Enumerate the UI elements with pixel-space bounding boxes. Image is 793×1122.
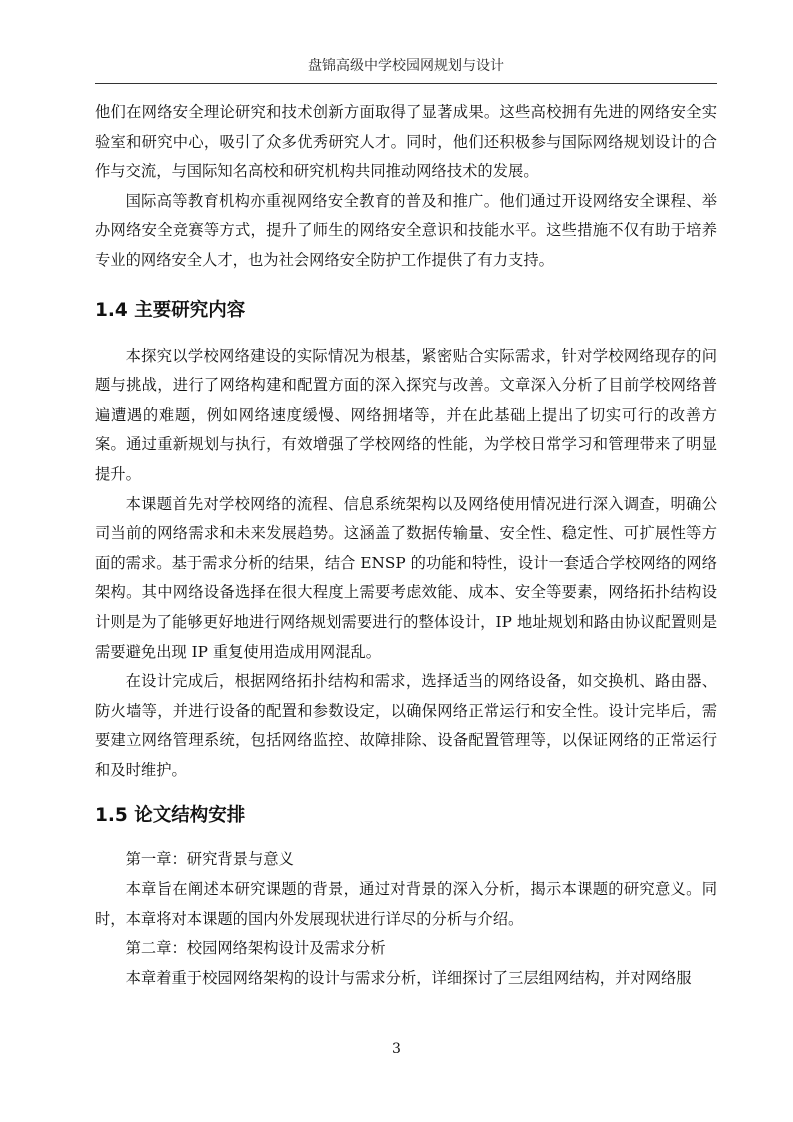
chapter-description-2: 本章着重于校园网络架构的设计与需求分析，详细探讨了三层组网结构，并对网络服 — [125, 968, 692, 987]
section-heading-1-4: 1.4 主要研究内容 — [95, 299, 246, 321]
section-heading-1-5: 1.5 论文结构安排 — [95, 805, 246, 827]
running-header: 盘锦高级中学校园网规划与设计 — [308, 58, 504, 74]
paragraph: 本课题首先对学校网络的流程、信息系统架构以及网络使用情况进行深入调查，明确公司当前的网络需求和未来发展趋势。这涵盖了数据传输量、安全性、稳定性、可扩展性等方面的需求。基于需求分析的结果，结合 ENSP 的功能和特性，设计一套适合学校网络的网络架构。其中网络设备选择在很大程度上需要考虑效能、成本、安全等要素，网络拓扑结构设计则是为了能够更好地进行网络规划需要进行的整体设计，IP 地址规划和路由协议配置则是需要避免出现 IP 重复使用造成用网混乱。 — [95, 494, 717, 661]
continued-paragraph: 他们在网络安全理论研究和技术创新方面取得了显著成果。这些高校拥有先进的网络安全实验室和研究中心，吸引了众多优秀研究人才。同时，他们还积极参与国际网络规划设计的合作与交流，与国际知名高校和研究机构共同推动网络技术的发展。 — [95, 103, 717, 181]
paragraph: 国际高等教育机构亦重视网络安全教育的普及和推广。他们通过开设网络安全课程、举办网络安全竞赛等方式，提升了师生的网络安全意识和技能水平。这些措施不仅有助于培养专业的网络安全人才，也为社会网络安全防护工作提供了有力支持。 — [95, 191, 717, 269]
chapter-title-2: 第二章：校园网络架构设计及需求分析 — [125, 939, 386, 958]
chapter-description-1: 本章旨在阐述本研究课题的背景，通过对背景的深入分析，揭示本课题的研究意义。同时，本章将对本课题的国内外发展现状进行详尽的分析与介绍。 — [95, 880, 717, 928]
header-rule — [95, 83, 717, 84]
page-body — [95, 98, 717, 993]
chapter-title-1: 第一章：研究背景与意义 — [125, 850, 294, 869]
page-number: 3 — [392, 1041, 401, 1057]
paragraph: 在设计完成后，根据网络拓扑结构和需求，选择适当的网络设备，如交换机、路由器、防火墙等，并进行设备的配置和参数设定，以确保网络正常运行和安全性。设计完毕后，需要建立网络管理系统，包括网络监控、故障排除、设备配置管理等，以保证网络的正常运行和及时维护。 — [95, 672, 717, 779]
paragraph: 本探究以学校网络建设的实际情况为根基，紧密贴合实际需求，针对学校网络现存的问题与挑战，进行了网络构建和配置方面的深入探究与改善。文章深入分析了目前学校网络普遍遭遇的难题，例如网络速度缓慢、网络拥堵等，并在此基础上提出了切实可行的改善方案。通过重新规划与执行，有效增强了学校网络的性能，为学校日常学习和管理带来了明显提升。 — [95, 346, 717, 483]
